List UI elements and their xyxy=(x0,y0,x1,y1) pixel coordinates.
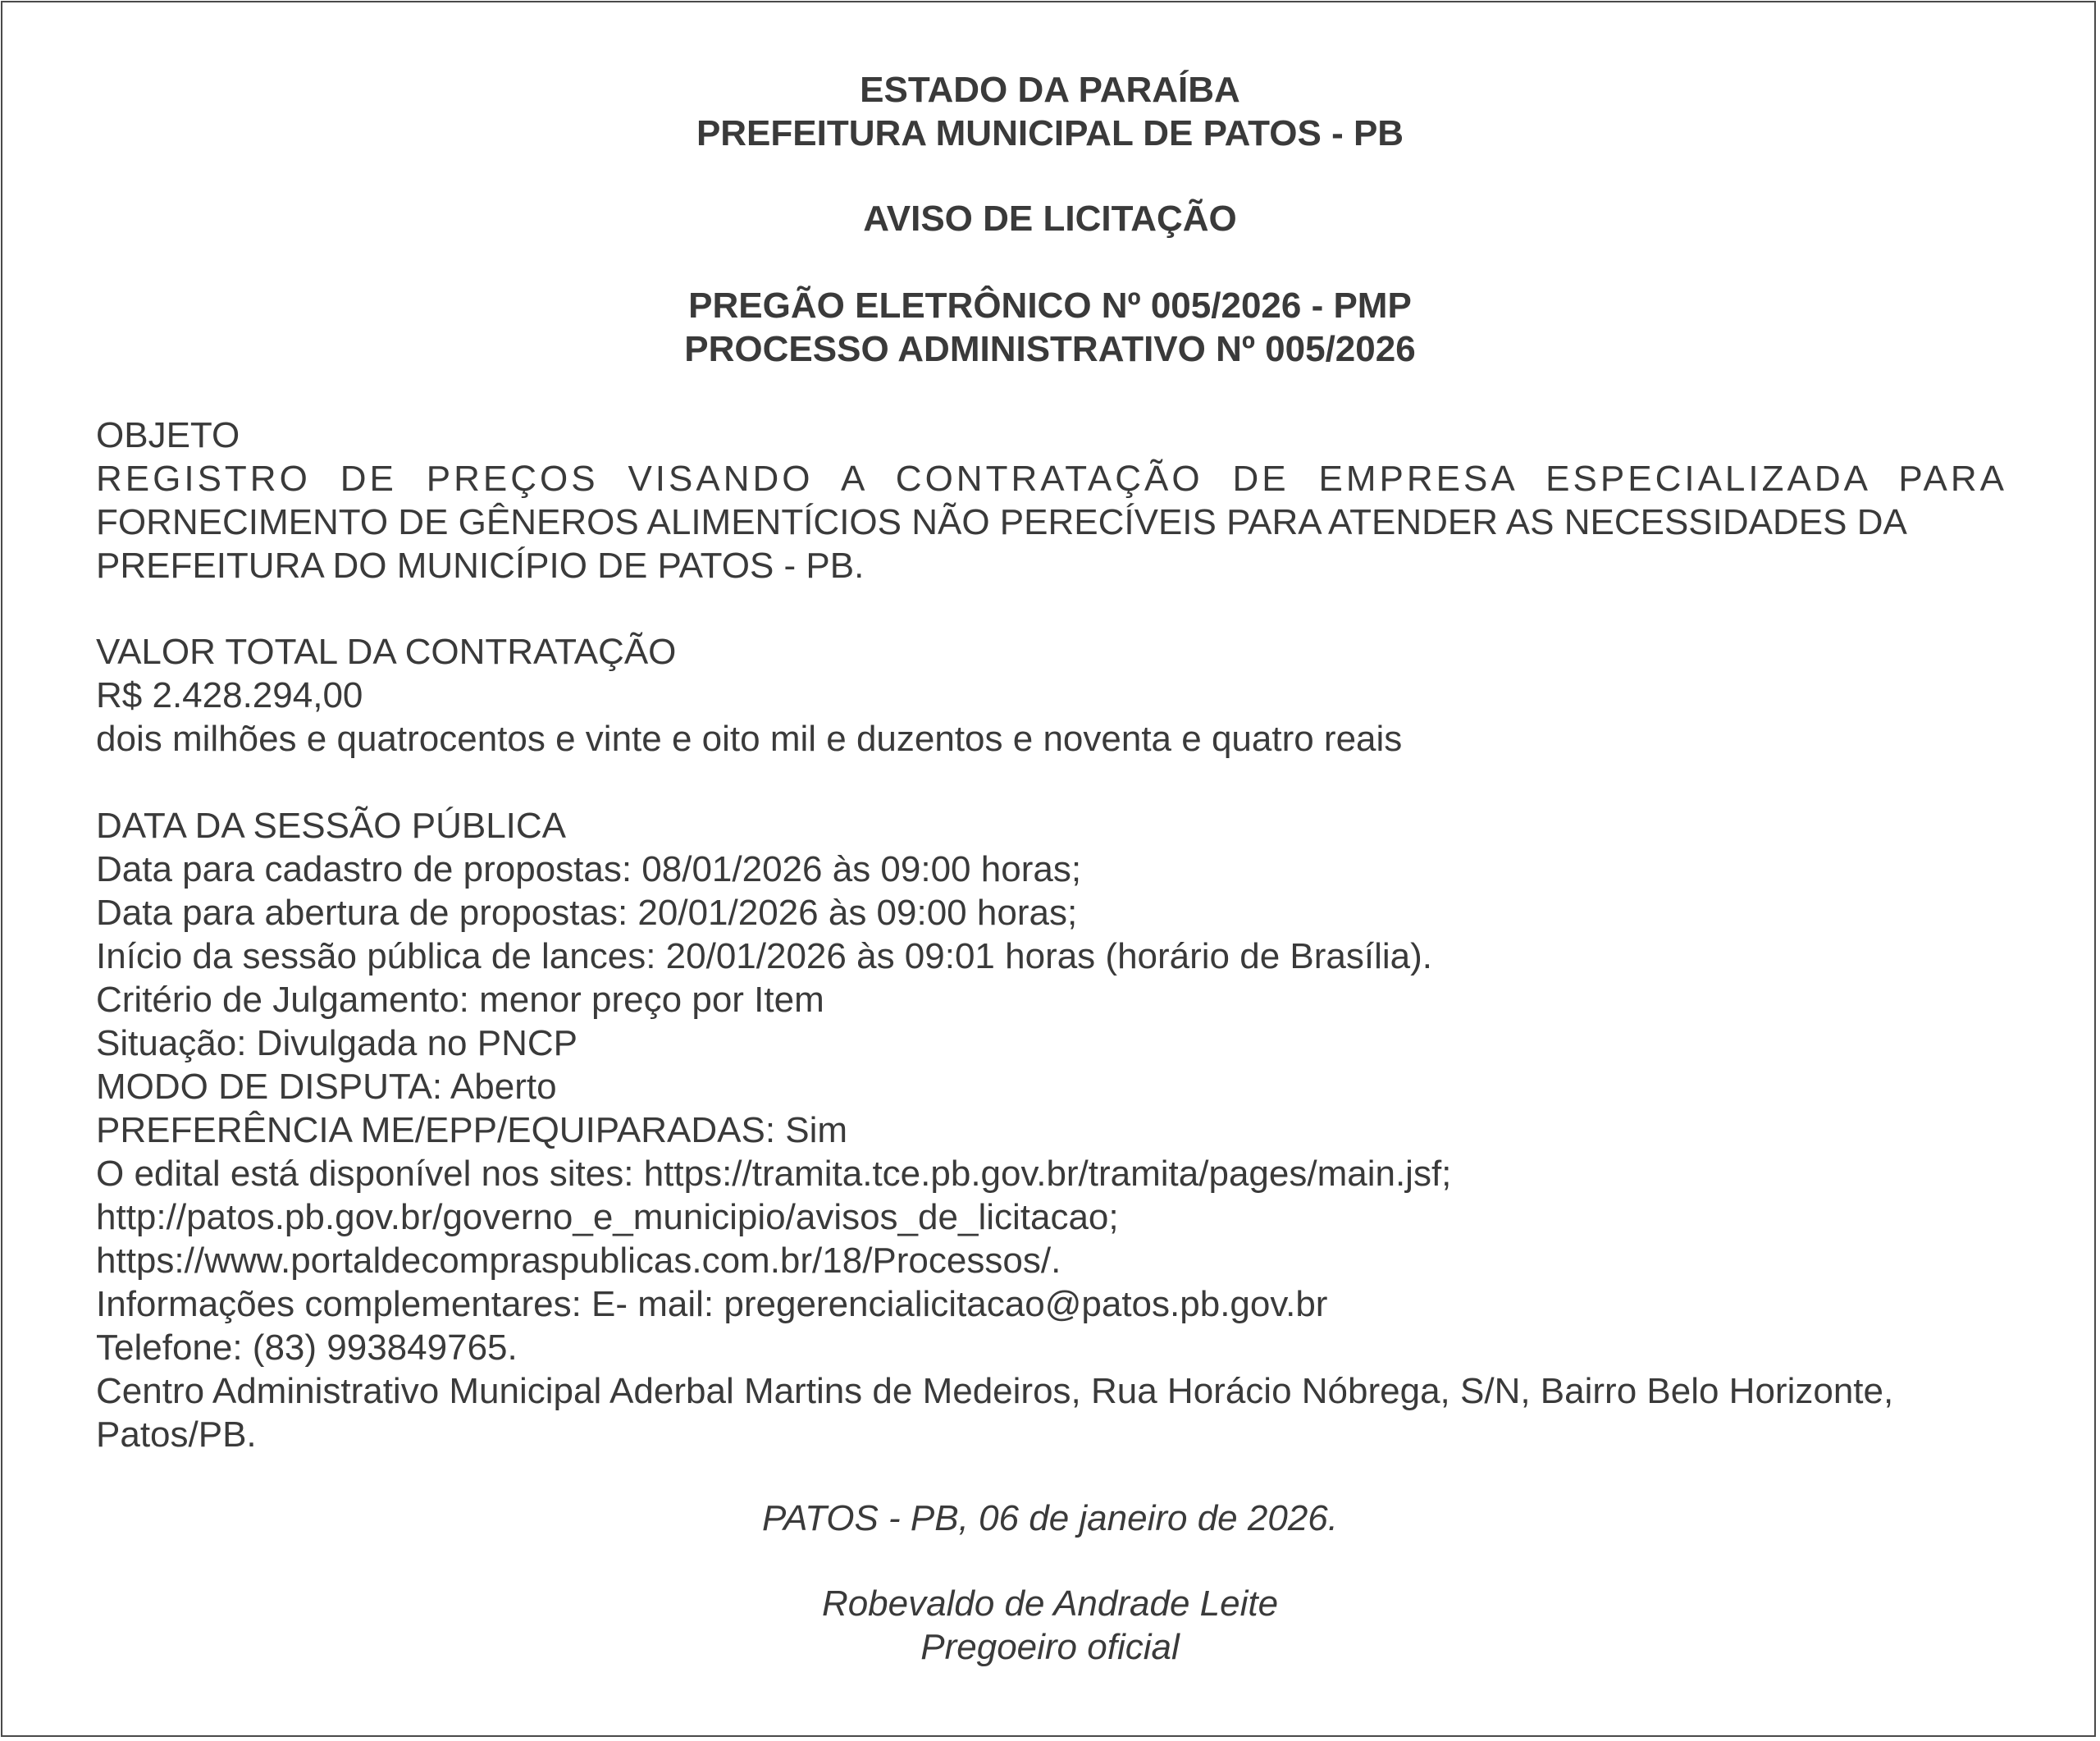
header-city-hall: PREFEITURA MUNICIPAL DE PATOS - PB xyxy=(696,113,1404,153)
situacao: Situação: Divulgada no PNCP xyxy=(96,1023,578,1063)
edital-sites: O edital está disponível nos sites: https://tramita.tce.pb.gov.br/tramita/pages/main.jsf; xyxy=(96,1154,1452,1194)
sessao-section xyxy=(96,804,2007,1456)
objeto-line-2: FORNECIMENTO DE GÊNEROS ALIMENTÍCIOS NÃO PERECÍVEIS PARA ATENDER AS NECESSIDADES DA xyxy=(96,502,1907,542)
sessao-label: DATA DA SESSÃO PÚBLICA xyxy=(96,806,567,846)
modo-disputa: MODO DE DISPUTA: Aberto xyxy=(96,1067,557,1107)
valor-amount-in-words: dois milhões e quatrocentos e vinte e oito mil e duzentos e noventa e quatro reais xyxy=(96,719,1403,759)
cadastro-propostas: Data para cadastro de propostas: 08/01/2026 às 09:00 horas; xyxy=(96,849,1082,889)
header-state: ESTADO DA PARAÍBA xyxy=(860,70,1240,110)
telefone: Telefone: (83) 993849765. xyxy=(96,1327,518,1368)
signatory-name: Robevaldo de Andrade Leite xyxy=(821,1583,1279,1624)
criterio-julgamento: Critério de Julgamento: menor preço por Item xyxy=(96,980,824,1020)
valor-label: VALOR TOTAL DA CONTRATAÇÃO xyxy=(96,632,677,672)
informacoes-email: Informações complementares: E- mail: pregerencialicitacao@patos.pb.gov.br xyxy=(96,1284,1328,1324)
notice-title: AVISO DE LICITAÇÃO xyxy=(863,199,1237,239)
signatory-role: Pregoeiro oficial xyxy=(920,1627,1180,1667)
edital-site-portal: https://www.portaldecompraspublicas.com.br/18/Processos/. xyxy=(96,1241,1061,1281)
auction-number: PREGÃO ELETRÔNICO Nº 005/2026 - PMP xyxy=(688,286,1412,326)
inicio-sessao: Início da sessão pública de lances: 20/01/2026 às 09:01 horas (horário de Brasília). xyxy=(96,936,1433,976)
objeto-label: OBJETO xyxy=(96,415,240,455)
preferencia: PREFERÊNCIA ME/EPP/EQUIPARADAS: Sim xyxy=(96,1110,848,1150)
process-number: PROCESSO ADMINISTRATIVO Nº 005/2026 xyxy=(684,329,1416,369)
edital-site-patos: http://patos.pb.gov.br/governo_e_municipio/avisos_de_licitacao; xyxy=(96,1197,1119,1237)
endereco-cidade: Patos/PB. xyxy=(96,1414,257,1455)
valor-amount: R$ 2.428.294,00 xyxy=(96,675,363,715)
objeto-line-1: REGISTRO DE PREÇOS VISANDO A CONTRATAÇÃO DE EMPRESA ESPECIALIZADA PARA xyxy=(96,459,2007,499)
objeto-line-3: PREFEITURA DO MUNICÍPIO DE PATOS - PB. xyxy=(96,546,865,586)
place-date: PATOS - PB, 06 de janeiro de 2026. xyxy=(762,1498,1338,1538)
objeto-section xyxy=(96,414,2007,587)
valor-section xyxy=(96,630,2007,761)
abertura-propostas: Data para abertura de propostas: 20/01/2026 às 09:00 horas; xyxy=(96,893,1078,933)
endereco: Centro Administrativo Municipal Aderbal Martins de Medeiros, Rua Horácio Nóbrega, S/N, Bairro Belo Horizonte, xyxy=(96,1371,1894,1411)
